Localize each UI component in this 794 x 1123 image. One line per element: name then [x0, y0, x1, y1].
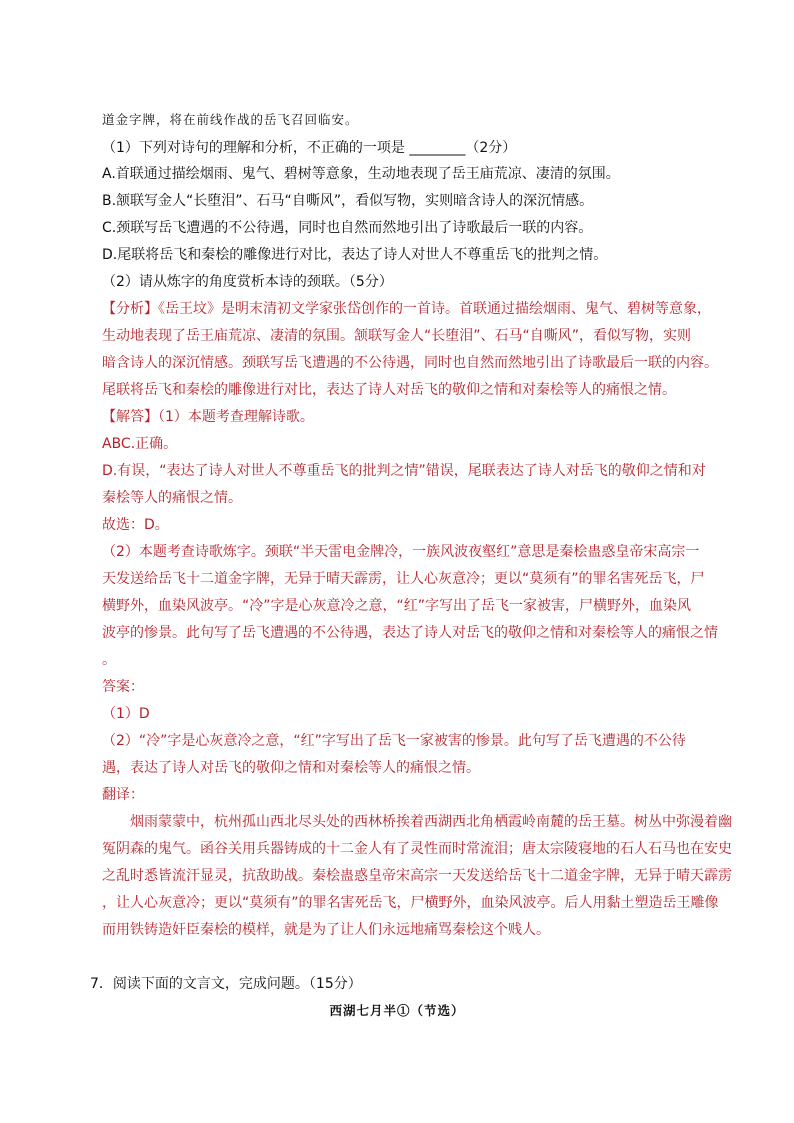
answer-2-line-5: 。	[102, 652, 116, 668]
translation-line-3: 之乱时悉皆流汗显灵，抗敌助战。秦桧蛊惑皇帝宋高宗一天发送给岳飞十二道金字牌，无异于晴天霹雳	[102, 868, 732, 884]
translation-line-4: ，让人心灰意冷；更以“莫须有”的罪名害死岳飞，尸横野外，血染风波亭。后人用黏土塑造岳王雕像	[102, 895, 719, 911]
key-2-line-2: 遇，表达了诗人对岳飞的敬仰之情和对秦桧等人的痛恨之情。	[102, 760, 480, 776]
analysis-line-4: 尾联将岳飞和秦桧的雕像进行对比，表达了诗人对岳飞的敬仰之情和对秦桧等人的痛恨之情。	[102, 382, 676, 398]
answer-2-line-3: 横野外，血染风波亭。“冷”字是心灰意冷之意，“红”字写出了岳飞一家被害，尸横野外，血染风	[102, 598, 692, 614]
answer-d-line-2: 秦桧等人的痛恨之情。	[102, 490, 242, 506]
answer-2-line-1: （2）本题考查诗歌炼字。颈联“半天雷电金牌冷，一族风波夜壑红”意思是秦桧蛊惑皇帝宋高宗一	[102, 544, 700, 560]
option-d: D.尾联将岳飞和秦桧的雕像进行对比，表达了诗人对世人不尊重岳飞的批判之情。	[102, 247, 608, 263]
text-line-1: 道金字牌，将在前线作战的岳飞召回临安。	[102, 112, 359, 127]
answer-2-line-4: 波亭的惨景。此句写了岳飞遭遇的不公待遇，表达了诗人对岳飞的敬仰之情和对秦桧等人的痛恨之情	[102, 625, 718, 641]
option-a: A.首联通过描绘烟雨、鬼气、碧树等意象，生动地表现了岳王庙荒凉、凄清的氛围。	[102, 166, 620, 182]
question-2-stem: （2）请从炼字的角度赏析本诗的颈联。（5分）	[102, 274, 393, 290]
translation-line-2: 冤阴森的鬼气。函谷关用兵器铸成的十二金人有了灵性而时常流泪；唐太宗陵寝地的石人石马也在安史	[102, 841, 732, 857]
analysis-line-1: 【分析】《岳王坟》是明末清初文学家张岱创作的一首诗。首联通过描绘烟雨、鬼气、碧树等意象，	[102, 301, 711, 317]
passage-title: 西湖七月半①（节选）	[329, 1003, 465, 1018]
question-1-stem: （1）下列对诗句的理解和分析，不正确的一项是 ________（2分）	[102, 140, 517, 156]
analysis-line-3: 暗含诗人的深沉情感。颈联写岳飞遭遇的不公待遇，同时也自然而然地引出了诗歌最后一联的内容。	[102, 355, 718, 371]
answer-heading: 【解答】（1）本题考查理解诗歌。	[102, 409, 314, 425]
key-2-line-1: （2）“冷”字是心灰意冷之意，“红”字写出了岳飞一家被害的惨景。此句写了岳飞遭遇的不公待	[102, 733, 686, 749]
answer-abc: ABC.正确。	[102, 436, 178, 452]
answer-2-line-2: 天发送给岳飞十二道金字牌，无异于晴天霹雳，让人心灰意冷；更以“莫须有”的罪名害死岳飞，尸	[102, 571, 705, 587]
translation-heading: 翻译：	[102, 787, 144, 803]
translation-line-5: 而用铁铸造奸臣秦桧的模样，就是为了让人们永远地痛骂秦桧这个贱人。	[102, 922, 550, 938]
option-b: B.颔联写金人“长堕泪”、石马“自嘶风”，看似写物，实则暗含诗人的深沉情感。	[102, 193, 594, 209]
analysis-line-2: 生动地表现了岳王庙荒凉、凄清的氛围。颔联写金人“长堕泪”、石马“自嘶风”，看似写物，实则	[102, 328, 692, 344]
option-c: C.颈联写岳飞遭遇的不公待遇，同时也自然而然地引出了诗歌最后一联的内容。	[102, 220, 593, 236]
translation-line-1: 烟雨蒙蒙中，杭州孤山西北尽头处的西林桥挨着西湖西北角栖霞岭南麓的岳王墓。树丛中弥漫着幽	[130, 814, 732, 830]
question-7-heading: 7．阅读下面的文言文，完成问题。（15分）	[90, 976, 362, 992]
key-heading: 答案：	[102, 679, 144, 695]
answer-choice: 故选：D。	[102, 517, 169, 533]
key-1: （1）D	[102, 706, 150, 722]
answer-d-line-1: D.有误，“表达了诗人对世人不尊重岳飞的批判之情”错误，尾联表达了诗人对岳飞的敬仰之情和对	[102, 463, 706, 479]
